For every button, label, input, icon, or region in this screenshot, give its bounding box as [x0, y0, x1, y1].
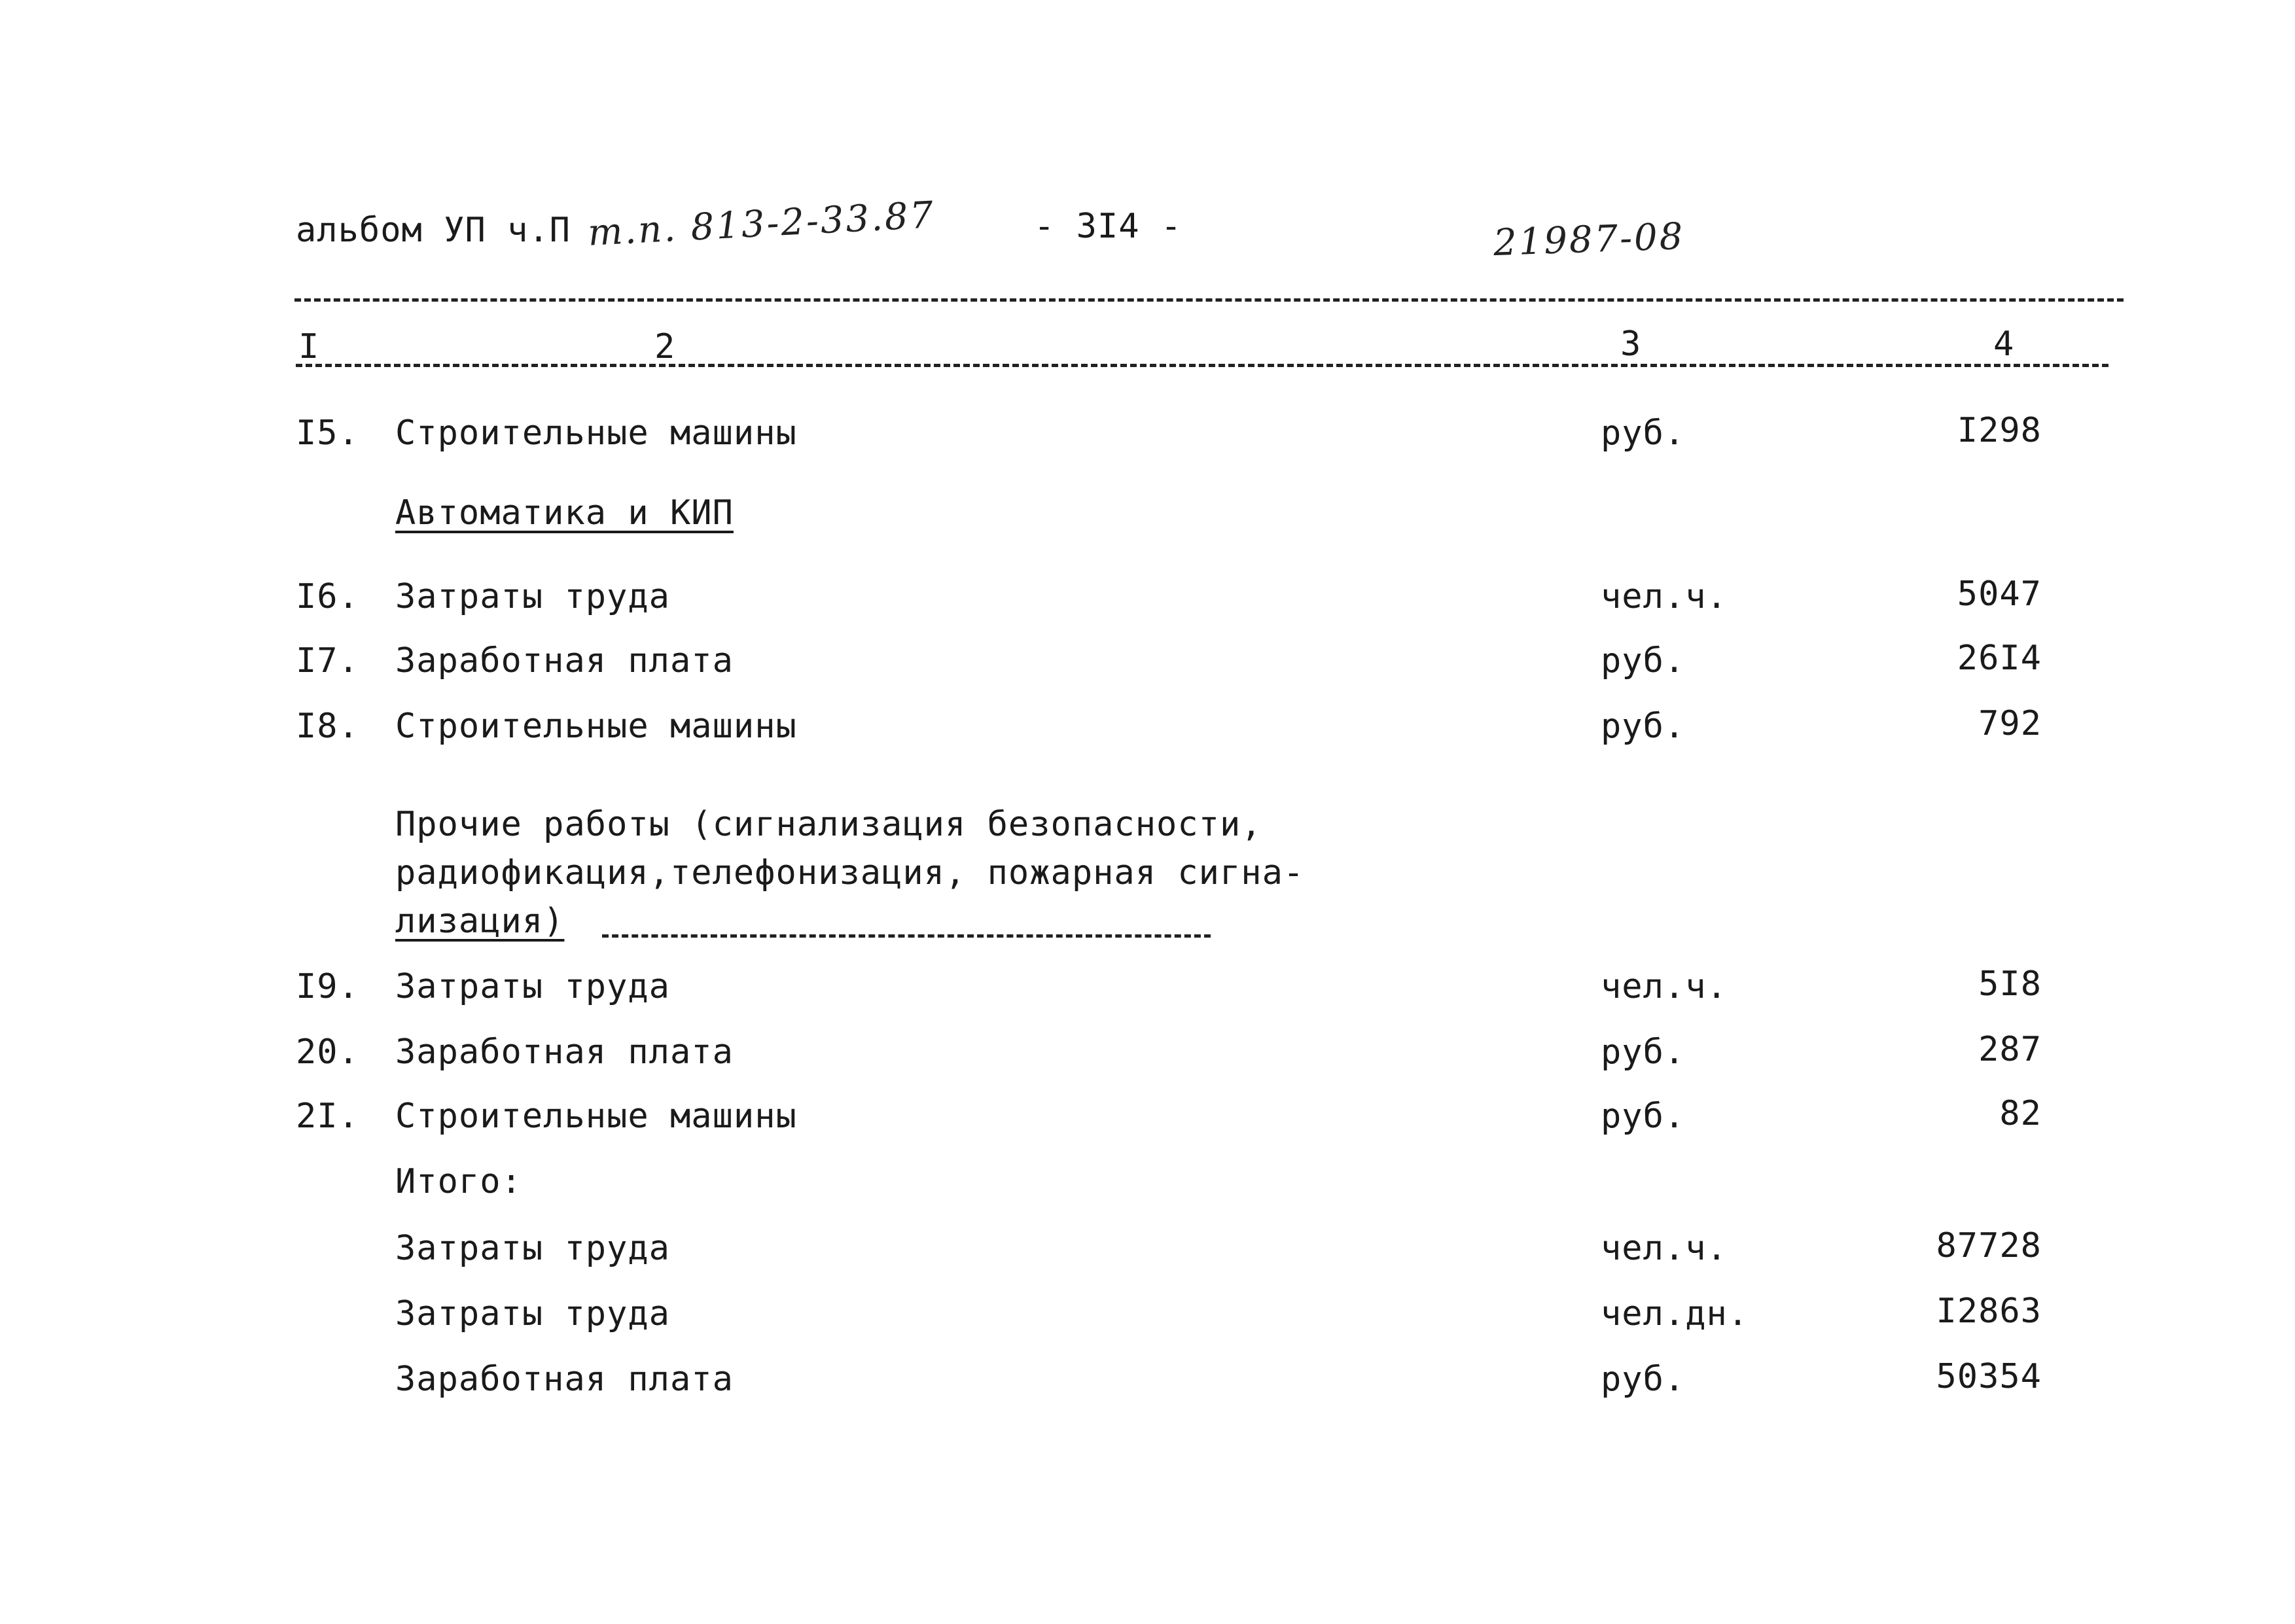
row-name: Затраты труда: [395, 577, 670, 616]
row-number: 20.: [296, 1033, 359, 1072]
row-unit: руб.: [1601, 414, 1686, 453]
row-value: 287: [1978, 1030, 2042, 1069]
row-name: Строительные машины: [395, 707, 797, 746]
column-header-divider: [296, 364, 2108, 370]
row-name: Строительные машины: [395, 414, 797, 453]
row-unit: чел.ч.: [1601, 577, 1728, 616]
column-1-label: I: [298, 327, 320, 366]
row-value: 87728: [1936, 1226, 2042, 1265]
column-2-label: 2: [654, 327, 676, 366]
row-value: I2863: [1936, 1292, 2042, 1331]
column-3-label: 3: [1620, 325, 1642, 364]
row-name: Заработная плата: [395, 1360, 734, 1399]
row-number: 2I.: [296, 1097, 359, 1136]
row-unit: чел.ч.: [1601, 1229, 1728, 1268]
document-number-handwritten: 21987-08: [1492, 215, 1686, 265]
column-4-label: 4: [1993, 325, 2015, 364]
row-number: I7.: [296, 641, 359, 680]
row-number: I8.: [296, 707, 359, 746]
section-heading: Автоматика и КИП: [395, 493, 734, 533]
album-label: альбом УП ч.П: [296, 211, 571, 250]
row-unit: руб.: [1601, 1360, 1686, 1399]
row-unit: руб.: [1601, 1097, 1686, 1136]
row-value: 792: [1978, 704, 2042, 743]
row-value: 26I4: [1957, 639, 2042, 678]
row-name: Заработная плата: [395, 641, 734, 680]
section-heading-line-1: Прочие работы (сигнализация безопасности,: [395, 805, 1262, 844]
section-divider: [602, 934, 1211, 941]
row-unit: чел.дн.: [1601, 1294, 1749, 1333]
row-value: 5I8: [1978, 964, 2042, 1004]
row-value: I298: [1957, 411, 2042, 450]
row-unit: руб.: [1601, 641, 1686, 680]
header-divider: [294, 298, 2124, 305]
row-name: Затраты труда: [395, 1294, 670, 1333]
totals-label: Итого:: [395, 1162, 522, 1201]
row-name: Затраты труда: [395, 1229, 670, 1268]
row-value: 82: [1999, 1094, 2042, 1133]
project-code-handwritten: т.п. 813-2-33.87: [586, 194, 936, 255]
row-value: 5047: [1957, 574, 2042, 614]
section-heading-line-3: лизация): [395, 902, 565, 941]
section-heading-line-2: радиофикация,телефонизация, пожарная сигна-: [395, 853, 1305, 892]
row-name: Заработная плата: [395, 1033, 734, 1072]
row-unit: чел.ч.: [1601, 967, 1728, 1006]
row-name: Затраты труда: [395, 967, 670, 1006]
row-name: Строительные машины: [395, 1097, 797, 1136]
row-unit: руб.: [1601, 1033, 1686, 1072]
row-number: I9.: [296, 967, 359, 1006]
page-number: - 3I4 -: [1034, 207, 1183, 246]
row-number: I5.: [296, 414, 359, 453]
row-unit: руб.: [1601, 707, 1686, 746]
row-value: 50354: [1936, 1357, 2042, 1396]
row-number: I6.: [296, 577, 359, 616]
